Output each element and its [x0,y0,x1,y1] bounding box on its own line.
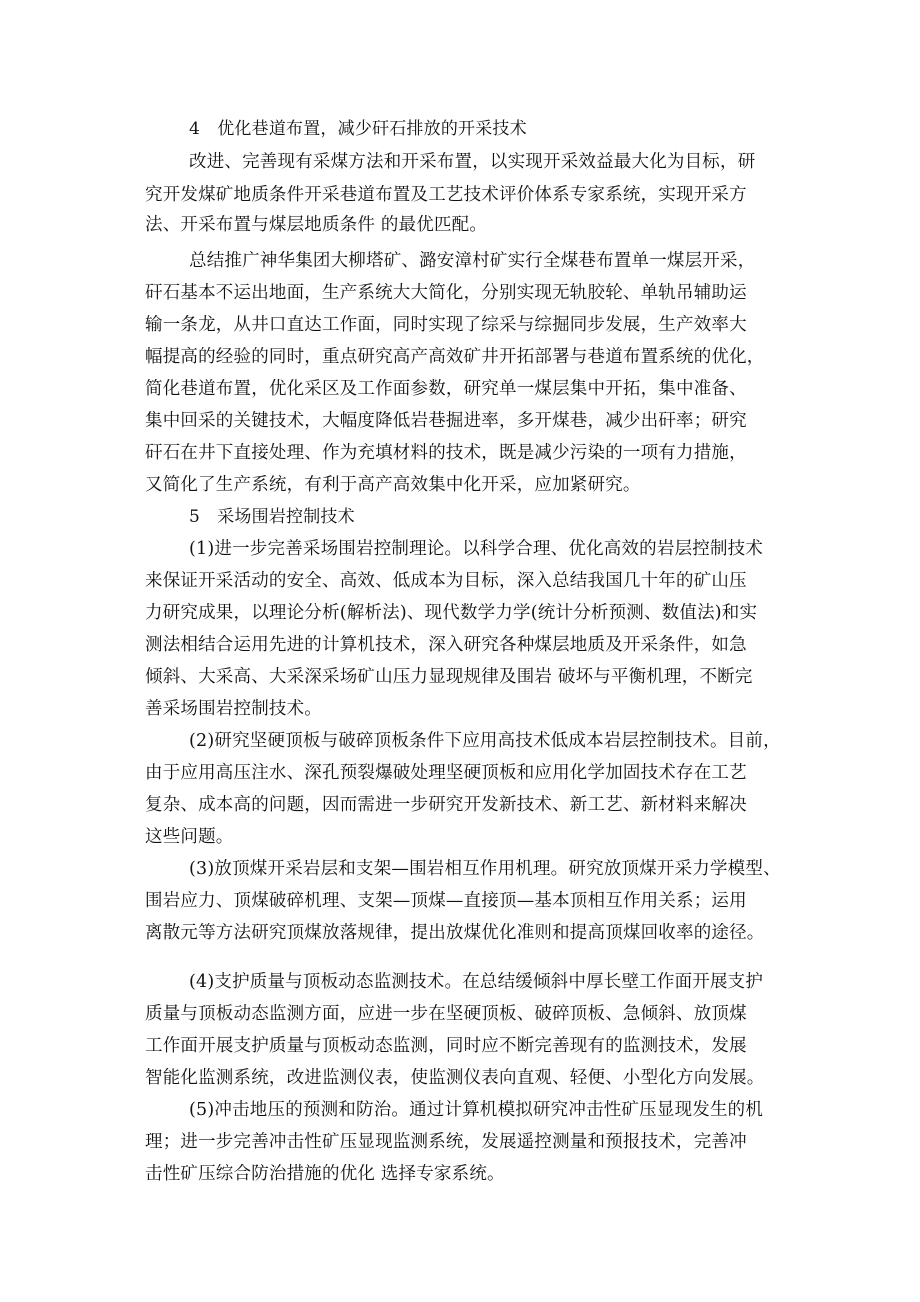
paragraph-line: 这些问题。 [145,827,234,847]
paragraph-line: 输一条龙，从井口直达工作面，同时实现了综采与综掘同步发展，生产效率大 [145,315,747,335]
paragraph-line: 测法相结合运用先进的计算机技术，深入研究各种煤层地质及开采条件，如急 [145,635,747,655]
paragraph-line: 集中回采的关键技术，大幅度降低岩巷掘进率，多开煤巷，减少出矸率；研究 [145,411,747,431]
paragraph-line: 围岩应力、顶煤破碎机理、支架—顶煤—直接顶—基本顶相互作用关系；运用 [145,891,747,911]
paragraph-line: 改进、完善现有采煤方法和开采布置，以实现开采效益最大化为目标，研 [189,152,756,172]
paragraph-line: 法、开采布置与煤层地质条件 的最优匹配。 [145,215,488,235]
paragraph-line: 倾斜、大采高、大采深采场矿山压力显现规律及围岩 破坏与平衡机理，不断完 [145,667,753,687]
paragraph-line: (2)研究坚硬顶板与破碎顶板条件下应用高技术低成本岩层控制技术。目前， [189,731,781,751]
paragraph-line: 质量与顶板动态监测方面，应进一步在坚硬顶板、破碎顶板、急倾斜、放顶煤 [145,1004,747,1024]
paragraph-line: 又简化了生产系统，有利于高产高效集中化开采，应加紧研究。 [145,475,641,495]
paragraph-line: 复杂、成本高的问题，因而需进一步研究开发新技术、新工艺、新材料来解决 [145,795,747,815]
paragraph-line: 击性矿压综合防治措施的优化 选择专家系统。 [145,1164,505,1184]
paragraph-line: 矸石在井下直接处理、作为充填材料的技术，既是减少污染的一项有力措施， [145,443,747,463]
paragraph-line: 离散元等方法研究顶煤放落规律，提出放煤优化准则和提高顶煤回收率的途径。 [145,923,765,943]
heading-text: 4 优化巷道布置，减少矸石排放的开采技术 [189,119,527,139]
paragraph-line: 由于应用高压注水、深孔预裂爆破处理坚硬顶板和应用化学加固技术存在工艺 [145,763,747,783]
paragraph-line: 工作面开展支护质量与顶板动态监测，同时应不断完善现有的监测技术，发展 [145,1036,747,1056]
paragraph-line: 矸石基本不运出地面，生产系统大大简化，分别实现无轨胶轮、单轨吊辅助运 [145,283,747,303]
paragraph-line: (5)冲击地压的预测和防治。通过计算机模拟研究冲击性矿压显现发生的机 [189,1100,764,1120]
paragraph-line: (3)放顶煤开采岩层和支架—围岩相互作用机理。研究放顶煤开采力学模型、 [189,859,781,879]
paragraph-line: 力研究成果，以理论分析(解析法)、现代数学力学(统计分析预测、数值法)和实 [145,603,758,623]
paragraph-line: 理；进一步完善冲击性矿压显现监测系统，发展遥控测量和预报技术，完善冲 [145,1132,747,1152]
paragraph-line: 总结推广神华集团大柳塔矿、潞安漳村矿实行全煤巷布置单一煤层开采， [189,251,756,271]
heading-text: 5 采场围岩控制技术 [189,507,355,527]
paragraph-line: 究开发煤矿地质条件开采巷道布置及工艺技术评价体系专家系统，实现开采方 [145,185,747,205]
paragraph-line: 简化巷道布置，优化采区及工作面参数，研究单一煤层集中开拓，集中准备、 [145,379,747,399]
paragraph-line: (1)进一步完善采场围岩控制理论。以科学合理、优化高效的岩层控制技术 [189,539,764,559]
paragraph-line: 幅提高的经验的同时，重点研究高产高效矿井开拓部署与巷道布置系统的优化， [145,347,765,367]
paragraph-line: 善采场围岩控制技术。 [145,699,322,719]
paragraph-line: (4)支护质量与顶板动态监测技术。在总结缓倾斜中厚长壁工作面开展支护 [189,972,764,992]
paragraph-line: 来保证开采活动的安全、高效、低成本为目标，深入总结我国几十年的矿山压 [145,571,747,591]
paragraph-line: 智能化监测系统，改进监测仪表，使监测仪表向直观、轻便、小型化方向发展。 [145,1068,765,1088]
